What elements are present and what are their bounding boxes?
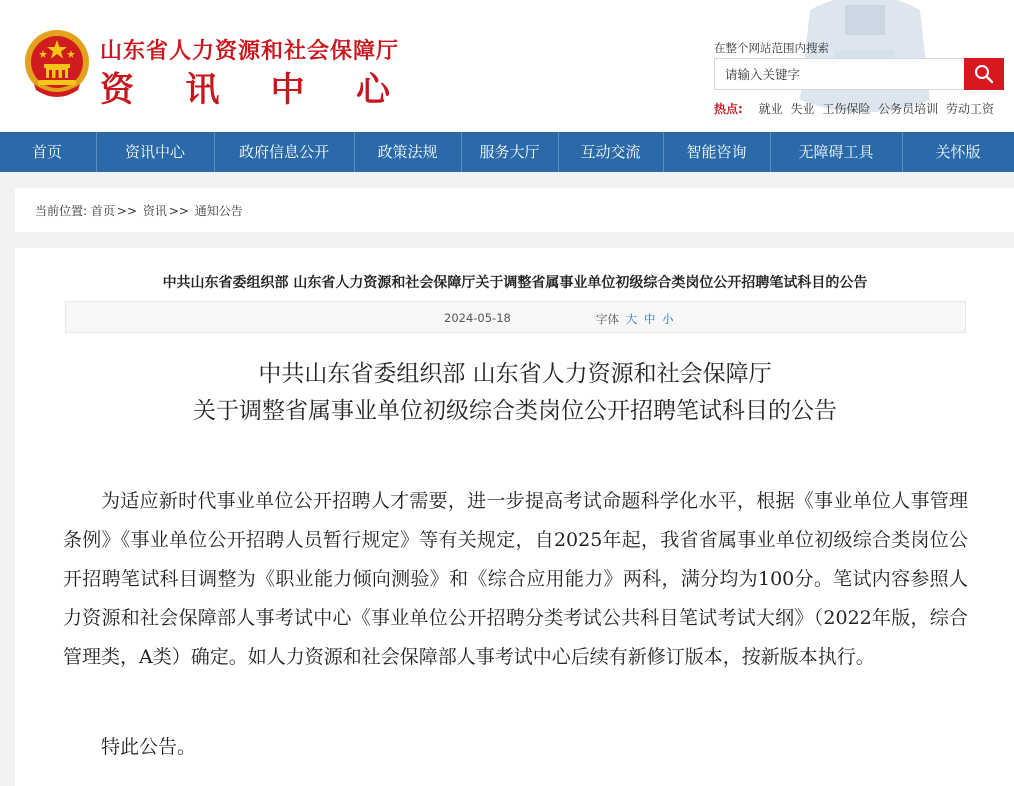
- search-icon: [974, 64, 994, 84]
- breadcrumb-home[interactable]: 首页: [90, 204, 115, 218]
- search-box: [714, 58, 1004, 90]
- article-paragraph: 为适应新时代事业单位公开招聘人才需要，进一步提高考试命题科学化水平，根据《事业单位人事管理条例》《事业单位公开招聘人员暂行规定》等有关规定，自2025年起，我省省属事业单位初级综合类岗位公开招聘笔试科目调整为《职业能力倾向测验》和《综合应用能力》两科，满分均为100分。笔试内容参照人力资源和社会保障部人事考试中心《事业单位公开招聘分类考试公共科目笔试考试大纲》（2022年版，综合管理类，A类）确定。如人力资源和社会保障部人事考试中心后续有新修订版本，按新版本执行。: [63, 490, 968, 668]
- site-subtitle-char: 讯: [185, 70, 220, 110]
- nav-item-care-mode[interactable]: 关怀版: [902, 132, 1014, 172]
- search-button[interactable]: [964, 58, 1004, 90]
- font-size-controls: [596, 311, 673, 327]
- nav-item-news-center[interactable]: 资讯中心: [96, 132, 214, 172]
- document-heading: [15, 356, 1014, 430]
- search-input[interactable]: [715, 59, 965, 89]
- hot-keywords: [714, 100, 998, 117]
- breadcrumb-bar: [15, 188, 1014, 232]
- nav-item-home[interactable]: 首页: [32, 143, 63, 161]
- site-subtitle-char: 中: [270, 70, 305, 110]
- font-size-small[interactable]: 小: [661, 312, 674, 326]
- nav-item-interaction[interactable]: 互动交流: [558, 132, 663, 172]
- nav-item-gov-info[interactable]: 政府信息公开: [214, 132, 354, 172]
- document-heading-line: 中共山东省委组织部 山东省人力资源和社会保障厅: [258, 361, 772, 387]
- site-title: 山东省人力资源和社会保障厅: [100, 39, 400, 64]
- article: [15, 248, 1014, 786]
- nav-item-accessibility[interactable]: 无障碍工具: [770, 132, 902, 172]
- main-nav: [0, 132, 1014, 172]
- article-title: 中共山东省委组织部 山东省人力资源和社会保障厅关于调整省属事业单位初级综合类岗位公开招聘笔试科目的公告: [162, 275, 868, 291]
- breadcrumb-separator: >>: [168, 204, 189, 218]
- hot-link[interactable]: 就业: [758, 102, 783, 116]
- article-paragraph: 特此公告。: [101, 736, 197, 758]
- hot-link[interactable]: 公务员培训: [878, 102, 939, 116]
- font-size-label: 字体: [596, 312, 619, 326]
- breadcrumb-prefix: 当前位置:: [35, 204, 88, 218]
- nav-item-policies[interactable]: 政策法规: [354, 132, 461, 172]
- breadcrumb-news[interactable]: 资讯: [142, 204, 167, 218]
- document-heading-line: 关于调整省属事业单位初级综合类岗位公开招聘笔试科目的公告: [193, 398, 837, 424]
- hot-link[interactable]: 劳动工资: [946, 102, 995, 116]
- site-subtitle-char: 心: [355, 70, 390, 110]
- nav-item-smart-consult[interactable]: 智能咨询: [663, 132, 770, 172]
- national-emblem-icon[interactable]: [22, 28, 92, 100]
- hot-link[interactable]: 工伤保险: [822, 102, 871, 116]
- nav-item-service-hall[interactable]: 服务大厅: [461, 132, 558, 172]
- site-subtitle: [100, 62, 390, 111]
- search-caption: 在整个网站范围内搜索: [714, 41, 829, 55]
- site-subtitle-char: 资: [100, 70, 134, 110]
- font-size-medium[interactable]: 中: [643, 312, 656, 326]
- site-header: [0, 0, 1014, 132]
- hot-link[interactable]: 失业: [790, 102, 815, 116]
- hot-label: 热点:: [714, 102, 743, 116]
- font-size-large[interactable]: 大: [625, 312, 638, 326]
- article-date: 2024-05-18: [444, 311, 511, 325]
- article-meta: [65, 301, 966, 333]
- breadcrumb-separator: >>: [116, 204, 137, 218]
- breadcrumb-notices[interactable]: 通知公告: [194, 204, 243, 218]
- breadcrumb: [35, 202, 243, 219]
